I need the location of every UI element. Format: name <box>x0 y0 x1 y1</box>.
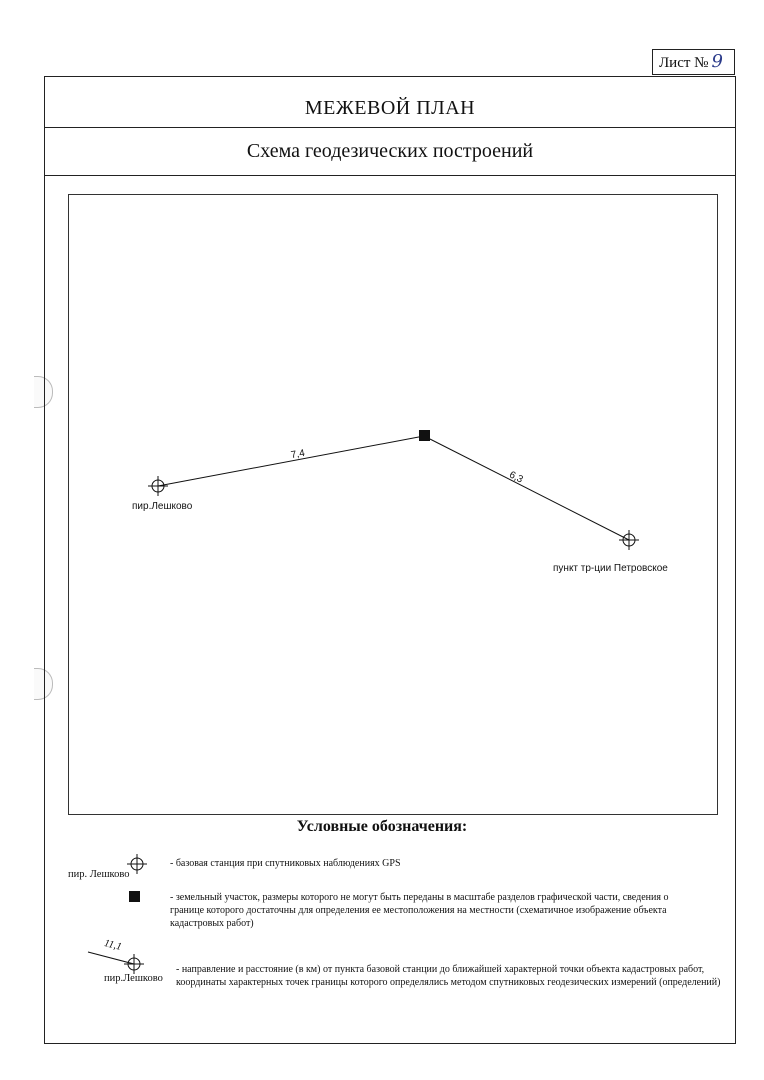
legend-parcel-text: - земельный участок, размеры которого не могут быть переданы в масштабе разделов графической части, сведения о границе которого достаточны для определения ее местоположения на местности (схематичное изображение объекта кадастровых работ) <box>170 892 669 929</box>
direction-line-petrovskoe <box>424 436 629 540</box>
direction-line-leshkovo <box>158 436 424 486</box>
legend-direction-text: - направление и расстояние (в км) от пункта базовой станции до ближайшей характерной точки объекта кадастровых работ, координаты характерных точек границы которого определялись методом спутниковых геодезических измерений (определений) <box>176 964 721 988</box>
station-label-petrovskoe: пункт тр-ции Петровское <box>553 563 668 574</box>
parcel-marker <box>419 430 430 441</box>
station-symbol-petrovskoe <box>619 530 639 550</box>
legend-station-label: пир. Лешково <box>68 869 130 880</box>
legend-direction-value: 11,1 <box>102 938 123 953</box>
legend-station-text: - базовая станция при спутниковых наблюдениях GPS <box>170 858 401 869</box>
distance-label-petrovskoe: 6,3 <box>507 469 525 486</box>
legend-title: Условные обозначения: <box>296 818 468 835</box>
document-subtitle: Схема геодезических построений <box>45 128 735 176</box>
scheme-drawing <box>68 194 718 815</box>
station-label-leshkovo: пир.Лешково <box>132 501 193 512</box>
legend-station-icon <box>125 852 149 876</box>
sheet-number-box <box>652 49 735 75</box>
sheet-label: Лист № <box>659 55 709 71</box>
legend-parcel-icon <box>129 891 141 903</box>
distance-label-leshkovo: 7,4 <box>290 447 306 462</box>
station-symbol-leshkovo <box>148 476 168 496</box>
document-title: МЕЖЕВОЙ ПЛАН <box>45 77 735 128</box>
sheet-number: 9 <box>711 51 723 72</box>
legend-direction-label: пир.Лешково <box>104 973 163 984</box>
